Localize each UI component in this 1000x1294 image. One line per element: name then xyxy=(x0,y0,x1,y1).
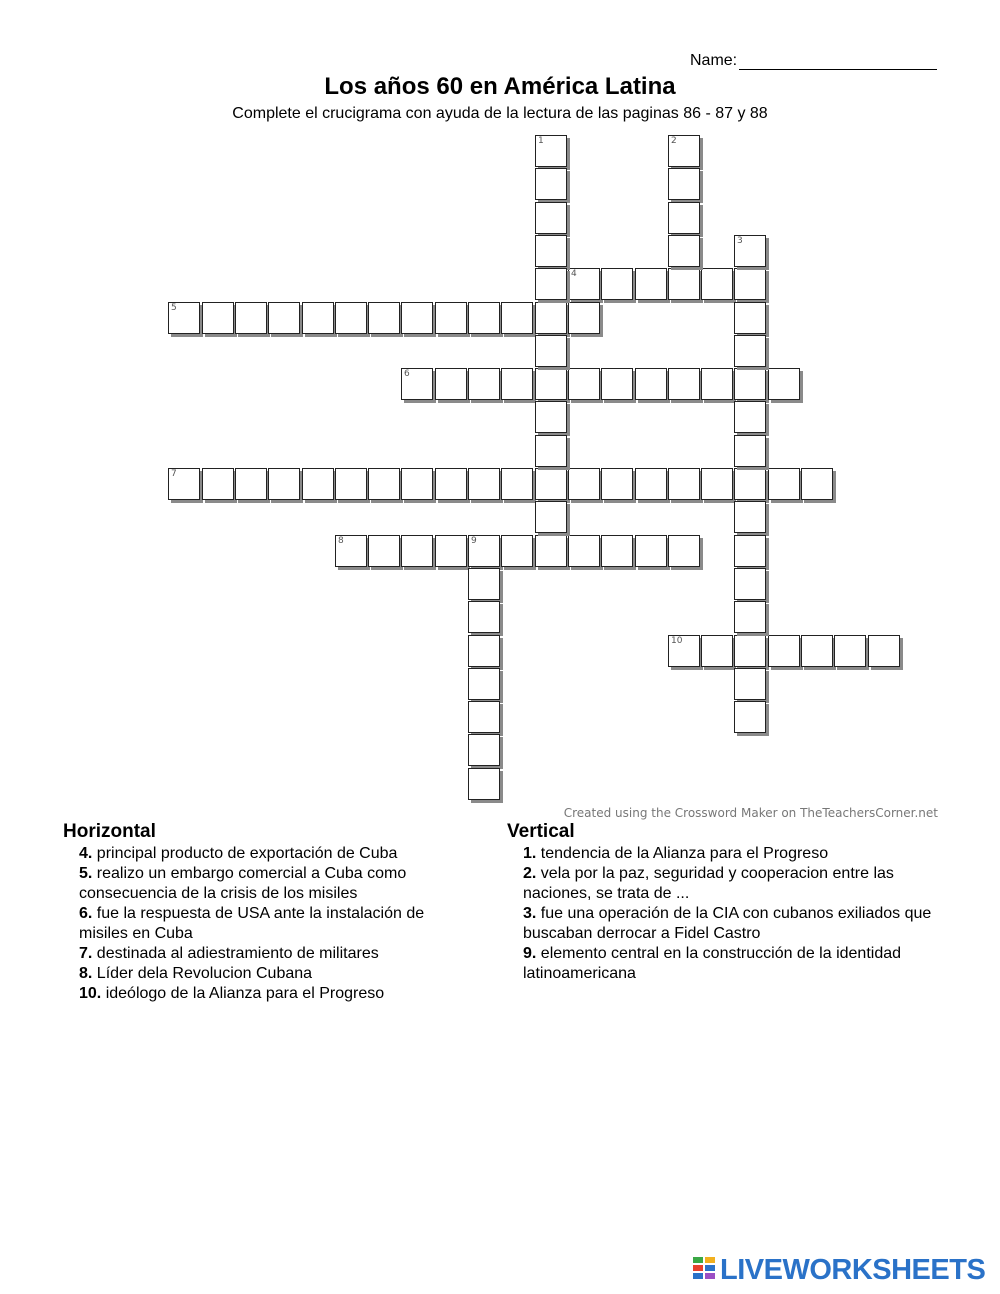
crossword-cell[interactable] xyxy=(535,401,567,433)
clue-text: principal producto de exportación de Cuba xyxy=(92,845,398,862)
clue-number: 5. xyxy=(79,865,93,882)
crossword-cell[interactable] xyxy=(535,302,567,334)
crossword-cell[interactable] xyxy=(601,268,633,300)
clue-number: 1 xyxy=(538,136,544,146)
clue-item xyxy=(507,844,937,864)
crossword-cell[interactable] xyxy=(768,368,800,400)
clue-number: 10 xyxy=(671,636,683,646)
clue-text: realizo un embargo comercial a Cuba como consecuencia de la crisis de los misiles xyxy=(79,865,407,902)
clue-number: 7. xyxy=(79,945,93,962)
clue-item xyxy=(507,904,937,944)
liveworksheets-logo xyxy=(693,1254,985,1287)
crossword-cell[interactable] xyxy=(734,368,766,400)
crossword-cell[interactable] xyxy=(734,401,766,433)
crossword-cell[interactable] xyxy=(635,368,667,400)
clue-number: 10. xyxy=(79,985,102,1002)
crossword-cell[interactable] xyxy=(635,535,667,567)
crossword-cell[interactable] xyxy=(268,302,300,334)
horizontal-clues xyxy=(63,822,473,1004)
clue-number: 4 xyxy=(571,269,577,279)
crossword-cell[interactable] xyxy=(734,668,766,700)
crossword-cell[interactable] xyxy=(468,368,500,400)
crossword-cell[interactable] xyxy=(368,468,400,500)
clue-number: 3 xyxy=(737,236,743,246)
crossword-cell[interactable] xyxy=(568,535,600,567)
clue-item xyxy=(63,944,473,964)
crossword-cell[interactable] xyxy=(668,368,700,400)
crossword-cell[interactable] xyxy=(734,302,766,334)
clue-text: vela por la paz, seguridad y cooperacion entre las naciones, se trata de ... xyxy=(523,865,894,902)
crossword-cell[interactable] xyxy=(701,268,733,300)
crossword-cell[interactable] xyxy=(668,135,700,167)
credit-text: Created using the Crossword Maker on TheTeachersCorner.net xyxy=(563,806,938,820)
clue-text: tendencia de la Alianza para el Progreso xyxy=(536,845,829,862)
crossword-cell[interactable] xyxy=(401,535,433,567)
crossword-cell[interactable] xyxy=(668,235,700,267)
vertical-heading: Vertical xyxy=(507,821,575,842)
crossword-cell[interactable] xyxy=(734,535,766,567)
crossword-cell[interactable] xyxy=(168,468,200,500)
crossword-cell[interactable] xyxy=(535,135,567,167)
crossword-cell[interactable] xyxy=(401,368,433,400)
horizontal-heading: Horizontal xyxy=(63,821,156,842)
clue-text: Líder dela Revolucion Cubana xyxy=(92,965,313,982)
crossword-cell[interactable] xyxy=(668,535,700,567)
clue-number: 6 xyxy=(404,369,410,379)
clue-item xyxy=(63,864,473,904)
crossword-cell[interactable] xyxy=(468,734,500,766)
crossword-cell[interactable] xyxy=(701,635,733,667)
clue-number: 2 xyxy=(671,136,677,146)
crossword-cell[interactable] xyxy=(635,468,667,500)
crossword-cell[interactable] xyxy=(535,335,567,367)
crossword-cell[interactable] xyxy=(801,635,833,667)
crossword-cell[interactable] xyxy=(235,468,267,500)
clue-item xyxy=(507,944,937,984)
crossword-cell[interactable] xyxy=(734,435,766,467)
name-label: Name: xyxy=(690,52,738,69)
crossword-cell[interactable] xyxy=(535,368,567,400)
clue-number: 2. xyxy=(523,865,537,882)
crossword-cell[interactable] xyxy=(668,168,700,200)
page-title: Los años 60 en América Latina xyxy=(324,73,676,100)
crossword-cell[interactable] xyxy=(535,468,567,500)
crossword-cell[interactable] xyxy=(501,302,533,334)
clue-number: 9 xyxy=(471,536,477,546)
crossword-cell[interactable] xyxy=(535,501,567,533)
crossword-cell[interactable] xyxy=(302,302,334,334)
clue-number: 5 xyxy=(171,303,177,313)
clue-number: 1. xyxy=(523,845,537,862)
crossword-cell[interactable] xyxy=(501,468,533,500)
crossword-cell[interactable] xyxy=(268,468,300,500)
crossword-cell[interactable] xyxy=(202,302,234,334)
crossword-cell[interactable] xyxy=(168,302,200,334)
crossword-cell[interactable] xyxy=(435,302,467,334)
crossword-cell[interactable] xyxy=(768,468,800,500)
crossword-cell[interactable] xyxy=(734,468,766,500)
crossword-cell[interactable] xyxy=(335,468,367,500)
crossword-cell[interactable] xyxy=(734,501,766,533)
crossword-cell[interactable] xyxy=(801,468,833,500)
crossword-cell[interactable] xyxy=(868,635,900,667)
crossword-cell[interactable] xyxy=(734,568,766,600)
crossword-cell[interactable] xyxy=(668,635,700,667)
crossword-cell[interactable] xyxy=(501,368,533,400)
crossword-cell[interactable] xyxy=(468,635,500,667)
clue-number: 7 xyxy=(171,469,177,479)
crossword-cell[interactable] xyxy=(468,535,500,567)
crossword-cell[interactable] xyxy=(734,635,766,667)
crossword-cell[interactable] xyxy=(468,302,500,334)
crossword-cell[interactable] xyxy=(601,535,633,567)
liveworksheets-icon xyxy=(693,1257,717,1285)
vertical-clues xyxy=(507,822,937,984)
clue-item xyxy=(507,864,937,904)
crossword-cell[interactable] xyxy=(701,368,733,400)
crossword-cell[interactable] xyxy=(401,302,433,334)
crossword-cell[interactable] xyxy=(601,368,633,400)
crossword-cell[interactable] xyxy=(635,268,667,300)
clue-number: 4. xyxy=(79,845,93,862)
crossword-cell[interactable] xyxy=(468,768,500,800)
crossword-cell[interactable] xyxy=(568,302,600,334)
crossword-cell[interactable] xyxy=(535,168,567,200)
crossword-cell[interactable] xyxy=(435,368,467,400)
crossword-cell[interactable] xyxy=(768,635,800,667)
crossword-cell[interactable] xyxy=(468,701,500,733)
crossword-cell[interactable] xyxy=(335,302,367,334)
crossword-cell[interactable] xyxy=(734,701,766,733)
crossword-cell[interactable] xyxy=(601,468,633,500)
crossword-cell[interactable] xyxy=(202,468,234,500)
crossword-cell[interactable] xyxy=(335,535,367,567)
crossword-cell[interactable] xyxy=(834,635,866,667)
crossword-cell[interactable] xyxy=(568,368,600,400)
crossword-cell[interactable] xyxy=(435,535,467,567)
crossword-cell[interactable] xyxy=(734,235,766,267)
clue-number: 8 xyxy=(338,536,344,546)
crossword-cell[interactable] xyxy=(468,468,500,500)
clue-text: fue la respuesta de USA ante la instalación de misiles en Cuba xyxy=(79,905,425,942)
crossword-cell[interactable] xyxy=(535,235,567,267)
clue-number: 8. xyxy=(79,965,93,982)
crossword-cell[interactable] xyxy=(668,202,700,234)
crossword-cell[interactable] xyxy=(668,468,700,500)
crossword-cell[interactable] xyxy=(501,535,533,567)
clue-number: 3. xyxy=(523,905,537,922)
crossword-cell[interactable] xyxy=(368,535,400,567)
crossword-cell[interactable] xyxy=(535,535,567,567)
liveworksheets-wordmark: LIVEWORKSHEETS xyxy=(720,1254,986,1286)
crossword-cell[interactable] xyxy=(568,468,600,500)
clue-text: fue una operación de la CIA con cubanos exiliados que buscaban derrocar a Fidel Castro xyxy=(523,905,932,942)
clue-number: 9. xyxy=(523,945,537,962)
crossword-cell[interactable] xyxy=(302,468,334,500)
clue-item xyxy=(63,844,473,864)
crossword-cell[interactable] xyxy=(468,568,500,600)
crossword-cell[interactable] xyxy=(468,668,500,700)
clue-text: destinada al adiestramiento de militares xyxy=(92,945,379,962)
crossword-cell[interactable] xyxy=(734,335,766,367)
clue-number: 6. xyxy=(79,905,93,922)
crossword-cell[interactable] xyxy=(235,302,267,334)
crossword-cell[interactable] xyxy=(568,268,600,300)
instructions: Complete el crucigrama con ayuda de la lectura de las paginas 86 - 87 y 88 xyxy=(232,105,768,122)
crossword-cell[interactable] xyxy=(468,601,500,633)
clue-text: elemento central en la construcción de la identidad latinoamericana xyxy=(523,945,902,982)
crossword-cell[interactable] xyxy=(401,468,433,500)
clue-item xyxy=(63,904,473,944)
crossword-cell[interactable] xyxy=(668,268,700,300)
clue-text: ideólogo de la Alianza para el Progreso xyxy=(101,985,385,1002)
crossword-cell[interactable] xyxy=(535,435,567,467)
crossword-cell[interactable] xyxy=(734,268,766,300)
crossword-cell[interactable] xyxy=(368,302,400,334)
clue-item xyxy=(63,984,473,1004)
crossword-cell[interactable] xyxy=(734,601,766,633)
crossword-cell[interactable] xyxy=(435,468,467,500)
clue-item xyxy=(63,964,473,984)
crossword-cell[interactable] xyxy=(535,202,567,234)
crossword-cell[interactable] xyxy=(701,468,733,500)
crossword-cell[interactable] xyxy=(535,268,567,300)
